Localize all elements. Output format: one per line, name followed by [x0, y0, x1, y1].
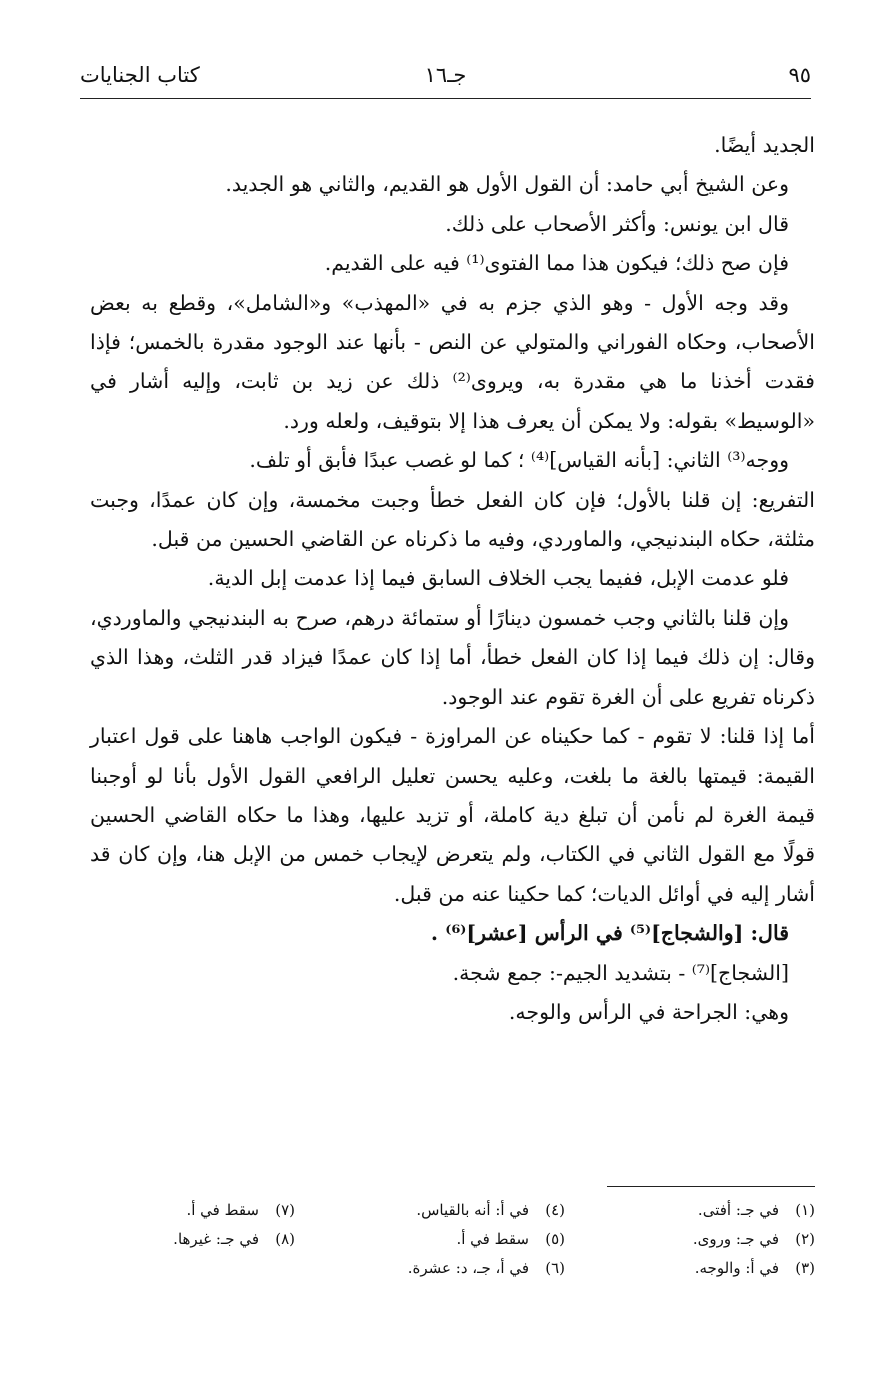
- footnote-item: [408, 1225, 565, 1254]
- footnote-item: [693, 1196, 815, 1225]
- footnote-number: (١): [795, 1201, 815, 1219]
- footnote-item: [408, 1254, 565, 1283]
- paragraph-1: الجديد أيضًا.: [714, 133, 815, 157]
- paragraph-11: قال: [والشجاج]⁽⁵⁾ في الرأس [عشر]⁽⁶⁾ .: [430, 921, 789, 946]
- paragraph-6: ووجه⁽³⁾ الثاني: [بأنه القياس]⁽⁴⁾ ؛ كما لو غصب عبدًا فأبق أو تلف.: [249, 448, 789, 473]
- footnote-item: [173, 1196, 295, 1225]
- paragraph-2: وعن الشيخ أبي حامد: أن القول الأول هو القديم، والثاني هو الجديد.: [225, 172, 789, 197]
- paragraph-7: التفريع: إن قلنا بالأول؛ فإن كان الفعل خطأ وجبت مخمسة، وإن كان عمدًا، وجبت مثلثة، حكاه البندنيجي، والماوردي، وفيه ما ذكرناه عن القاضي الحسين من قبل.: [90, 487, 815, 552]
- paragraph-8: فلو عدمت الإبل، ففيما يجب الخلاف السابق فيما إذا عدمت إبل الدية.: [207, 566, 789, 591]
- footnote-column-1: [693, 1196, 815, 1283]
- footnote-item: [173, 1225, 295, 1254]
- footnote-text: في جـ: غيرها.: [173, 1230, 259, 1248]
- paragraph-3: قال ابن يونس: وأكثر الأصحاب على ذلك.: [445, 211, 789, 236]
- footnote-number: (٦): [545, 1259, 565, 1277]
- paragraph-10: أما إذا قلنا: لا تقوم - كما حكيناه عن المراوزة - فيكون الواجب هاهنا على قول اعتبار القيمة: قيمتها بالغة ما بلغت، وعليه يحسن تعليل الرافعي القول الأول بأنا لو أوجبنا قيمة الغرة لم نأمن أن تبلغ دية كاملة، أو تزيد عليها، وهذا ما حكاه القاضي الحسين قولًا مع القول الثاني في الكتاب، ولم يتعرض لإيجاب خمس من الإبل هنا، وإن كان قد أشار إليه في أوائل الديات؛ كما حكينا عنه من قبل.: [90, 724, 815, 906]
- footnotes: [150, 1196, 815, 1306]
- paragraph-5: وقد وجه الأول - وهو الذي جزم به في «المهذب» و«الشامل»، وقطع به بعض الأصحاب، وحكاه الفوراني والمتولي عن النص - بأنها عند الوجود مقدرة بالخمس؛ فإذا فقدت أخذنا ما هي مقدرة به، ويروى⁽²⁾ ذلك عن زيد بن ثابت، وإليه أشار في «الوسيط» بقوله: ولا يمكن أن يعرف هذا إلا بتوقيف، ولعله ورد.: [90, 290, 815, 433]
- footnote-text: سقط في أ.: [186, 1201, 259, 1219]
- footnote-column-3: [173, 1196, 295, 1254]
- footnote-item: [693, 1254, 815, 1283]
- book-title: كتاب الجنايات: [80, 63, 200, 87]
- main-text: [90, 126, 815, 1032]
- paragraph-4: فإن صح ذلك؛ فيكون هذا مما الفتوى⁽¹⁾ فيه على القديم.: [324, 251, 789, 276]
- paragraph-12: [الشجاج]⁽⁷⁾ - بتشديد الجيم-: جمع شجة.: [452, 960, 789, 985]
- footnote-number: (٥): [545, 1230, 565, 1248]
- running-header: [80, 58, 811, 98]
- footnote-number: (٢): [795, 1230, 815, 1248]
- page-number: ٩٥: [788, 63, 811, 87]
- paragraph-13: وهي: الجراحة في الرأس والوجه.: [508, 999, 789, 1024]
- footnote-number: (٤): [545, 1201, 565, 1219]
- footnote-text: في أ، جـ، د: عشرة.: [407, 1259, 529, 1277]
- footnote-text: في جـ: وروى.: [692, 1230, 779, 1248]
- volume-label: جـ١٦: [424, 63, 467, 87]
- footnote-number: (٣): [795, 1259, 815, 1277]
- footnote-item: [408, 1196, 565, 1225]
- footnote-item: [693, 1225, 815, 1254]
- footnote-text: في أ: والوجه.: [694, 1259, 779, 1277]
- footnote-column-2: [408, 1196, 565, 1283]
- paragraph-9: وإن قلنا بالثاني وجب خمسون دينارًا أو ستمائة درهم، صرح به البندنيجي والماوردي، وقال: إن ذلك فيما إذا كان الفعل خطأ، أما إذا كان عمدًا فيزاد قدر الثلث، وهذا الذي ذكرناه تفريع على أن الغرة تقوم عند الوجود.: [90, 605, 815, 709]
- footnote-number: (٧): [275, 1201, 295, 1219]
- footnote-text: في جـ: أفتى.: [697, 1201, 779, 1219]
- header-divider: [80, 98, 811, 99]
- footnote-text: سقط في أ.: [456, 1230, 529, 1248]
- footnote-text: في أ: أنه بالقياس.: [416, 1201, 529, 1219]
- footnote-divider: [607, 1186, 815, 1187]
- footnote-number: (٨): [275, 1230, 295, 1248]
